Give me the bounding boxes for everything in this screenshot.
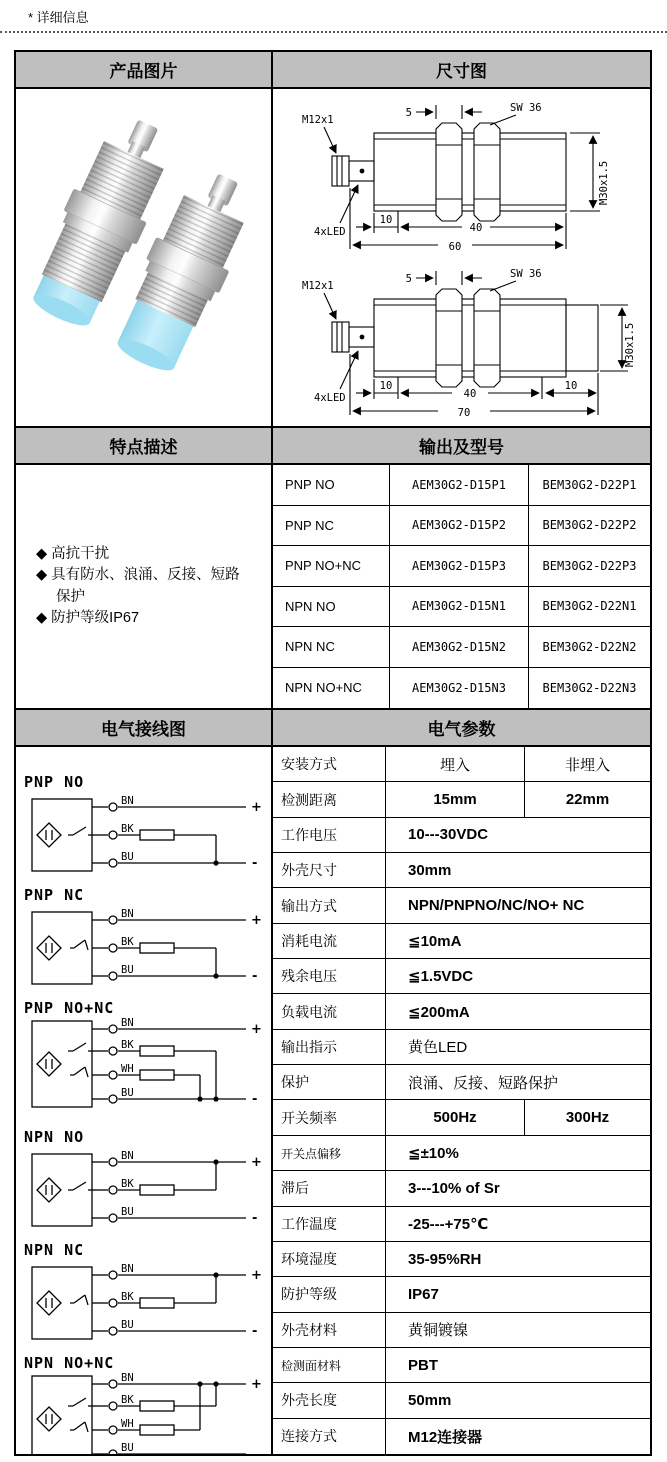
svg-text:+: + bbox=[251, 1022, 262, 1037]
dim-total-label: 60 bbox=[448, 241, 461, 253]
param-row bbox=[273, 1348, 650, 1383]
svg-text:-: - bbox=[252, 1324, 258, 1339]
wiring-diagram-svg bbox=[24, 904, 264, 990]
dimension-drawing-flush bbox=[276, 93, 648, 257]
wiring-diagram bbox=[24, 1146, 271, 1237]
spec-table bbox=[14, 50, 652, 1456]
model-flush-cell: AEM30G2-D15P1 bbox=[390, 465, 529, 505]
output-type-cell: PNP NO+NC bbox=[273, 546, 390, 586]
param-label: 保护 bbox=[273, 1065, 386, 1099]
wiring-cell bbox=[16, 747, 273, 1454]
dim-mid-label: 40 bbox=[469, 222, 482, 234]
output-model-row bbox=[273, 506, 650, 547]
param-value-nonflush: 300Hz bbox=[565, 1109, 610, 1127]
outputs-cell bbox=[273, 465, 650, 708]
model-flush-cell: AEM30G2-D15N2 bbox=[390, 627, 529, 667]
product-photo bbox=[16, 89, 269, 419]
params-cell bbox=[273, 747, 650, 1454]
wiring-diagram-block bbox=[24, 1354, 271, 1454]
svg-text:BU: BU bbox=[121, 1442, 134, 1454]
param-value: M12连接器 bbox=[408, 1428, 483, 1446]
svg-text:+: + bbox=[251, 1377, 262, 1392]
param-row bbox=[273, 1100, 650, 1135]
param-row bbox=[273, 1030, 650, 1065]
param-value: ≦200mA bbox=[408, 1003, 470, 1021]
output-model-row bbox=[273, 465, 650, 506]
header-dimension: 尺寸图 bbox=[436, 62, 487, 81]
dim-thread-label: M30x1.5 bbox=[597, 160, 610, 205]
param-value-flush: 15mm bbox=[386, 782, 525, 816]
wiring-diagram-label: NPN NO+NC bbox=[24, 1354, 115, 1372]
output-type-cell: PNP NC bbox=[273, 506, 390, 546]
dim-wrench-label: SW 36 bbox=[509, 102, 542, 114]
dim-nut-width-label: 5 bbox=[405, 273, 412, 285]
header-row-3 bbox=[16, 710, 650, 747]
wiring-diagram bbox=[24, 1017, 271, 1124]
dotted-divider bbox=[0, 31, 667, 33]
param-label: 检测面材料 bbox=[273, 1348, 386, 1382]
param-value-flush: 500Hz bbox=[386, 1100, 525, 1134]
dim-front-label: 10 bbox=[564, 380, 577, 392]
param-value: 10---30VDC bbox=[408, 826, 489, 844]
wiring-diagram-svg bbox=[24, 1259, 264, 1345]
param-row bbox=[273, 747, 650, 782]
wiring-diagram-block bbox=[24, 886, 271, 995]
param-value-nonflush: 22mm bbox=[565, 791, 610, 809]
wiring-diagram-block bbox=[24, 773, 271, 882]
param-value: 50mm bbox=[408, 1391, 452, 1409]
param-label: 残余电压 bbox=[273, 959, 386, 993]
output-type-cell: NPN NC bbox=[273, 627, 390, 667]
output-type-cell: PNP NO bbox=[273, 465, 390, 505]
output-type-cell: NPN NO+NC bbox=[273, 668, 390, 709]
wiring-diagram-block bbox=[24, 999, 271, 1124]
header-wiring: 电气接线图 bbox=[16, 710, 273, 745]
param-value: IP67 bbox=[408, 1285, 439, 1303]
svg-text:BU: BU bbox=[121, 1319, 134, 1331]
param-row bbox=[273, 1419, 650, 1454]
param-value: 3---10% of Sr bbox=[408, 1179, 500, 1197]
dim-total-label: 70 bbox=[457, 407, 470, 419]
param-label: 外壳尺寸 bbox=[273, 853, 386, 887]
wiring-diagram-block bbox=[24, 1128, 271, 1237]
output-model-row bbox=[273, 668, 650, 709]
param-label: 防护等级 bbox=[273, 1277, 386, 1311]
dim-nut-width-label: 5 bbox=[405, 107, 412, 119]
model-nonflush-cell: BEM30G2-D22N3 bbox=[542, 680, 637, 695]
param-row bbox=[273, 1313, 650, 1348]
wiring-diagram bbox=[24, 1259, 271, 1350]
dim-rear-label: 10 bbox=[379, 214, 392, 226]
wiring-diagram-svg bbox=[24, 1017, 264, 1119]
param-label: 消耗电流 bbox=[273, 924, 386, 958]
svg-text:BN: BN bbox=[121, 908, 134, 920]
row-features-outputs bbox=[16, 465, 650, 710]
row-wiring-params bbox=[16, 747, 650, 1454]
model-flush-cell: AEM30G2-D15P2 bbox=[390, 506, 529, 546]
wiring-diagram bbox=[24, 1372, 271, 1454]
dim-connector-label: M12x1 bbox=[301, 280, 334, 292]
param-label: 检测距离 bbox=[273, 782, 386, 816]
wiring-diagram bbox=[24, 791, 271, 882]
svg-text:-: - bbox=[252, 856, 258, 871]
wiring-diagram-label: NPN NC bbox=[24, 1241, 85, 1259]
param-value: 35-95%RH bbox=[408, 1250, 482, 1268]
dim-connector-label: M12x1 bbox=[301, 114, 334, 126]
page-title: * 详细信息 bbox=[28, 10, 89, 25]
svg-text:-: - bbox=[252, 969, 258, 984]
svg-text:+: + bbox=[251, 1155, 262, 1170]
wiring-diagram-block bbox=[24, 1241, 271, 1350]
param-value: PBT bbox=[408, 1356, 438, 1374]
output-model-row bbox=[273, 546, 650, 587]
dim-mid-label: 40 bbox=[463, 388, 476, 400]
dim-led-label: 4xLED bbox=[313, 392, 346, 404]
svg-text:WH: WH bbox=[121, 1418, 134, 1430]
wiring-diagram-svg bbox=[24, 791, 264, 877]
row-images bbox=[16, 89, 650, 428]
feature-item: ◆ 防护等级IP67 bbox=[36, 609, 140, 626]
wiring-diagram-label: PNP NO+NC bbox=[24, 999, 115, 1017]
svg-text:BK: BK bbox=[121, 1039, 134, 1051]
header-row-1 bbox=[16, 52, 650, 89]
model-nonflush-cell: BEM30G2-D22P2 bbox=[542, 518, 637, 533]
param-value-flush: 埋入 bbox=[386, 747, 525, 781]
dim-thread-label: M30x1.5 bbox=[623, 322, 636, 367]
param-label: 连接方式 bbox=[273, 1419, 386, 1454]
dim-rear-label: 10 bbox=[379, 380, 392, 392]
param-row bbox=[273, 1065, 650, 1100]
param-label: 开关频率 bbox=[273, 1100, 386, 1134]
param-value: 黄铜镀镍 bbox=[408, 1322, 469, 1340]
svg-text:+: + bbox=[251, 1268, 262, 1283]
dimension-cell bbox=[273, 89, 650, 426]
wiring-diagram-label: PNP NO bbox=[24, 773, 85, 791]
wiring-diagram-svg bbox=[24, 1146, 264, 1232]
svg-text:-: - bbox=[252, 1092, 258, 1107]
dimension-drawing-nonflush bbox=[276, 259, 648, 423]
param-row bbox=[273, 1277, 650, 1312]
param-value: ≦1.5VDC bbox=[408, 968, 474, 986]
param-label: 输出方式 bbox=[273, 888, 386, 922]
svg-text:+: + bbox=[251, 800, 262, 815]
svg-text:BN: BN bbox=[121, 1017, 134, 1029]
model-flush-cell: AEM30G2-D15N1 bbox=[390, 587, 529, 627]
param-label: 工作温度 bbox=[273, 1207, 386, 1241]
param-row bbox=[273, 1136, 650, 1171]
param-value: ≦±10% bbox=[408, 1145, 459, 1163]
param-row bbox=[273, 782, 650, 817]
param-value: ≦10mA bbox=[408, 932, 462, 950]
param-row bbox=[273, 1242, 650, 1277]
param-value: -25---+75℃ bbox=[408, 1215, 489, 1233]
param-row bbox=[273, 1383, 650, 1418]
output-model-row bbox=[273, 627, 650, 668]
svg-text:BK: BK bbox=[121, 936, 134, 948]
features-cell bbox=[16, 465, 273, 708]
model-nonflush-cell: BEM30G2-D22N1 bbox=[542, 599, 637, 614]
param-value: NPN/PNPNO/NC/NO+ NC bbox=[408, 897, 585, 915]
header-outputs: 输出及型号 bbox=[419, 438, 504, 457]
svg-text:BU: BU bbox=[121, 851, 134, 863]
svg-text:+: + bbox=[251, 913, 262, 928]
svg-text:BN: BN bbox=[121, 1372, 134, 1384]
feature-item: ◆ 具有防水、浪涌、反接、短路保护 bbox=[36, 567, 240, 605]
model-nonflush-cell: BEM30G2-D22P1 bbox=[542, 477, 637, 492]
header-row-2 bbox=[16, 428, 650, 465]
param-row bbox=[273, 924, 650, 959]
param-value: 30mm bbox=[408, 861, 452, 879]
param-row bbox=[273, 959, 650, 994]
param-label: 输出指示 bbox=[273, 1030, 386, 1064]
param-label: 外壳材料 bbox=[273, 1313, 386, 1347]
param-row bbox=[273, 853, 650, 888]
model-nonflush-cell: BEM30G2-D22N2 bbox=[542, 639, 637, 654]
param-label: 环境湿度 bbox=[273, 1242, 386, 1276]
svg-text:BK: BK bbox=[121, 1178, 134, 1190]
svg-text:BN: BN bbox=[121, 1263, 134, 1275]
output-type-cell: NPN NO bbox=[273, 587, 390, 627]
param-row bbox=[273, 1207, 650, 1242]
param-label: 负载电流 bbox=[273, 994, 386, 1028]
param-value-nonflush: 非埋入 bbox=[564, 756, 610, 774]
param-value: 浪涌、反接、短路保护 bbox=[408, 1074, 559, 1092]
model-flush-cell: AEM30G2-D15N3 bbox=[390, 668, 529, 709]
wiring-diagram-svg bbox=[24, 1372, 264, 1454]
svg-text:-: - bbox=[252, 1211, 258, 1226]
param-row bbox=[273, 818, 650, 853]
svg-text:BK: BK bbox=[121, 1291, 134, 1303]
svg-text:BK: BK bbox=[121, 823, 134, 835]
wiring-diagram-label: PNP NC bbox=[24, 886, 85, 904]
svg-text:BU: BU bbox=[121, 1087, 134, 1099]
svg-text:WH: WH bbox=[121, 1063, 134, 1075]
svg-text:BK: BK bbox=[121, 1394, 134, 1406]
header-product-image: 产品图片 bbox=[16, 52, 273, 87]
param-row bbox=[273, 1171, 650, 1206]
param-label: 滞后 bbox=[273, 1171, 386, 1205]
param-label: 开关点偏移 bbox=[273, 1136, 386, 1170]
param-row bbox=[273, 888, 650, 923]
header-features: 特点描述 bbox=[16, 428, 273, 463]
wiring-diagram-label: NPN NO bbox=[24, 1128, 85, 1146]
param-value: 黄色LED bbox=[408, 1039, 468, 1057]
feature-item: ◆ 高抗干扰 bbox=[36, 546, 110, 563]
param-label: 安装方式 bbox=[273, 747, 386, 781]
header-params: 电气参数 bbox=[427, 720, 496, 739]
output-model-row bbox=[273, 587, 650, 628]
param-label: 外壳长度 bbox=[273, 1383, 386, 1417]
product-photo-cell bbox=[16, 89, 273, 426]
param-row bbox=[273, 994, 650, 1029]
model-flush-cell: AEM30G2-D15P3 bbox=[390, 546, 529, 586]
param-label: 工作电压 bbox=[273, 818, 386, 852]
svg-text:BN: BN bbox=[121, 795, 134, 807]
model-nonflush-cell: BEM30G2-D22P3 bbox=[542, 558, 637, 573]
dim-led-label: 4xLED bbox=[313, 226, 346, 238]
dim-wrench-label: SW 36 bbox=[509, 268, 542, 280]
svg-text:BN: BN bbox=[121, 1150, 134, 1162]
svg-text:BU: BU bbox=[121, 1206, 134, 1218]
svg-text:BU: BU bbox=[121, 964, 134, 976]
wiring-diagram bbox=[24, 904, 271, 995]
